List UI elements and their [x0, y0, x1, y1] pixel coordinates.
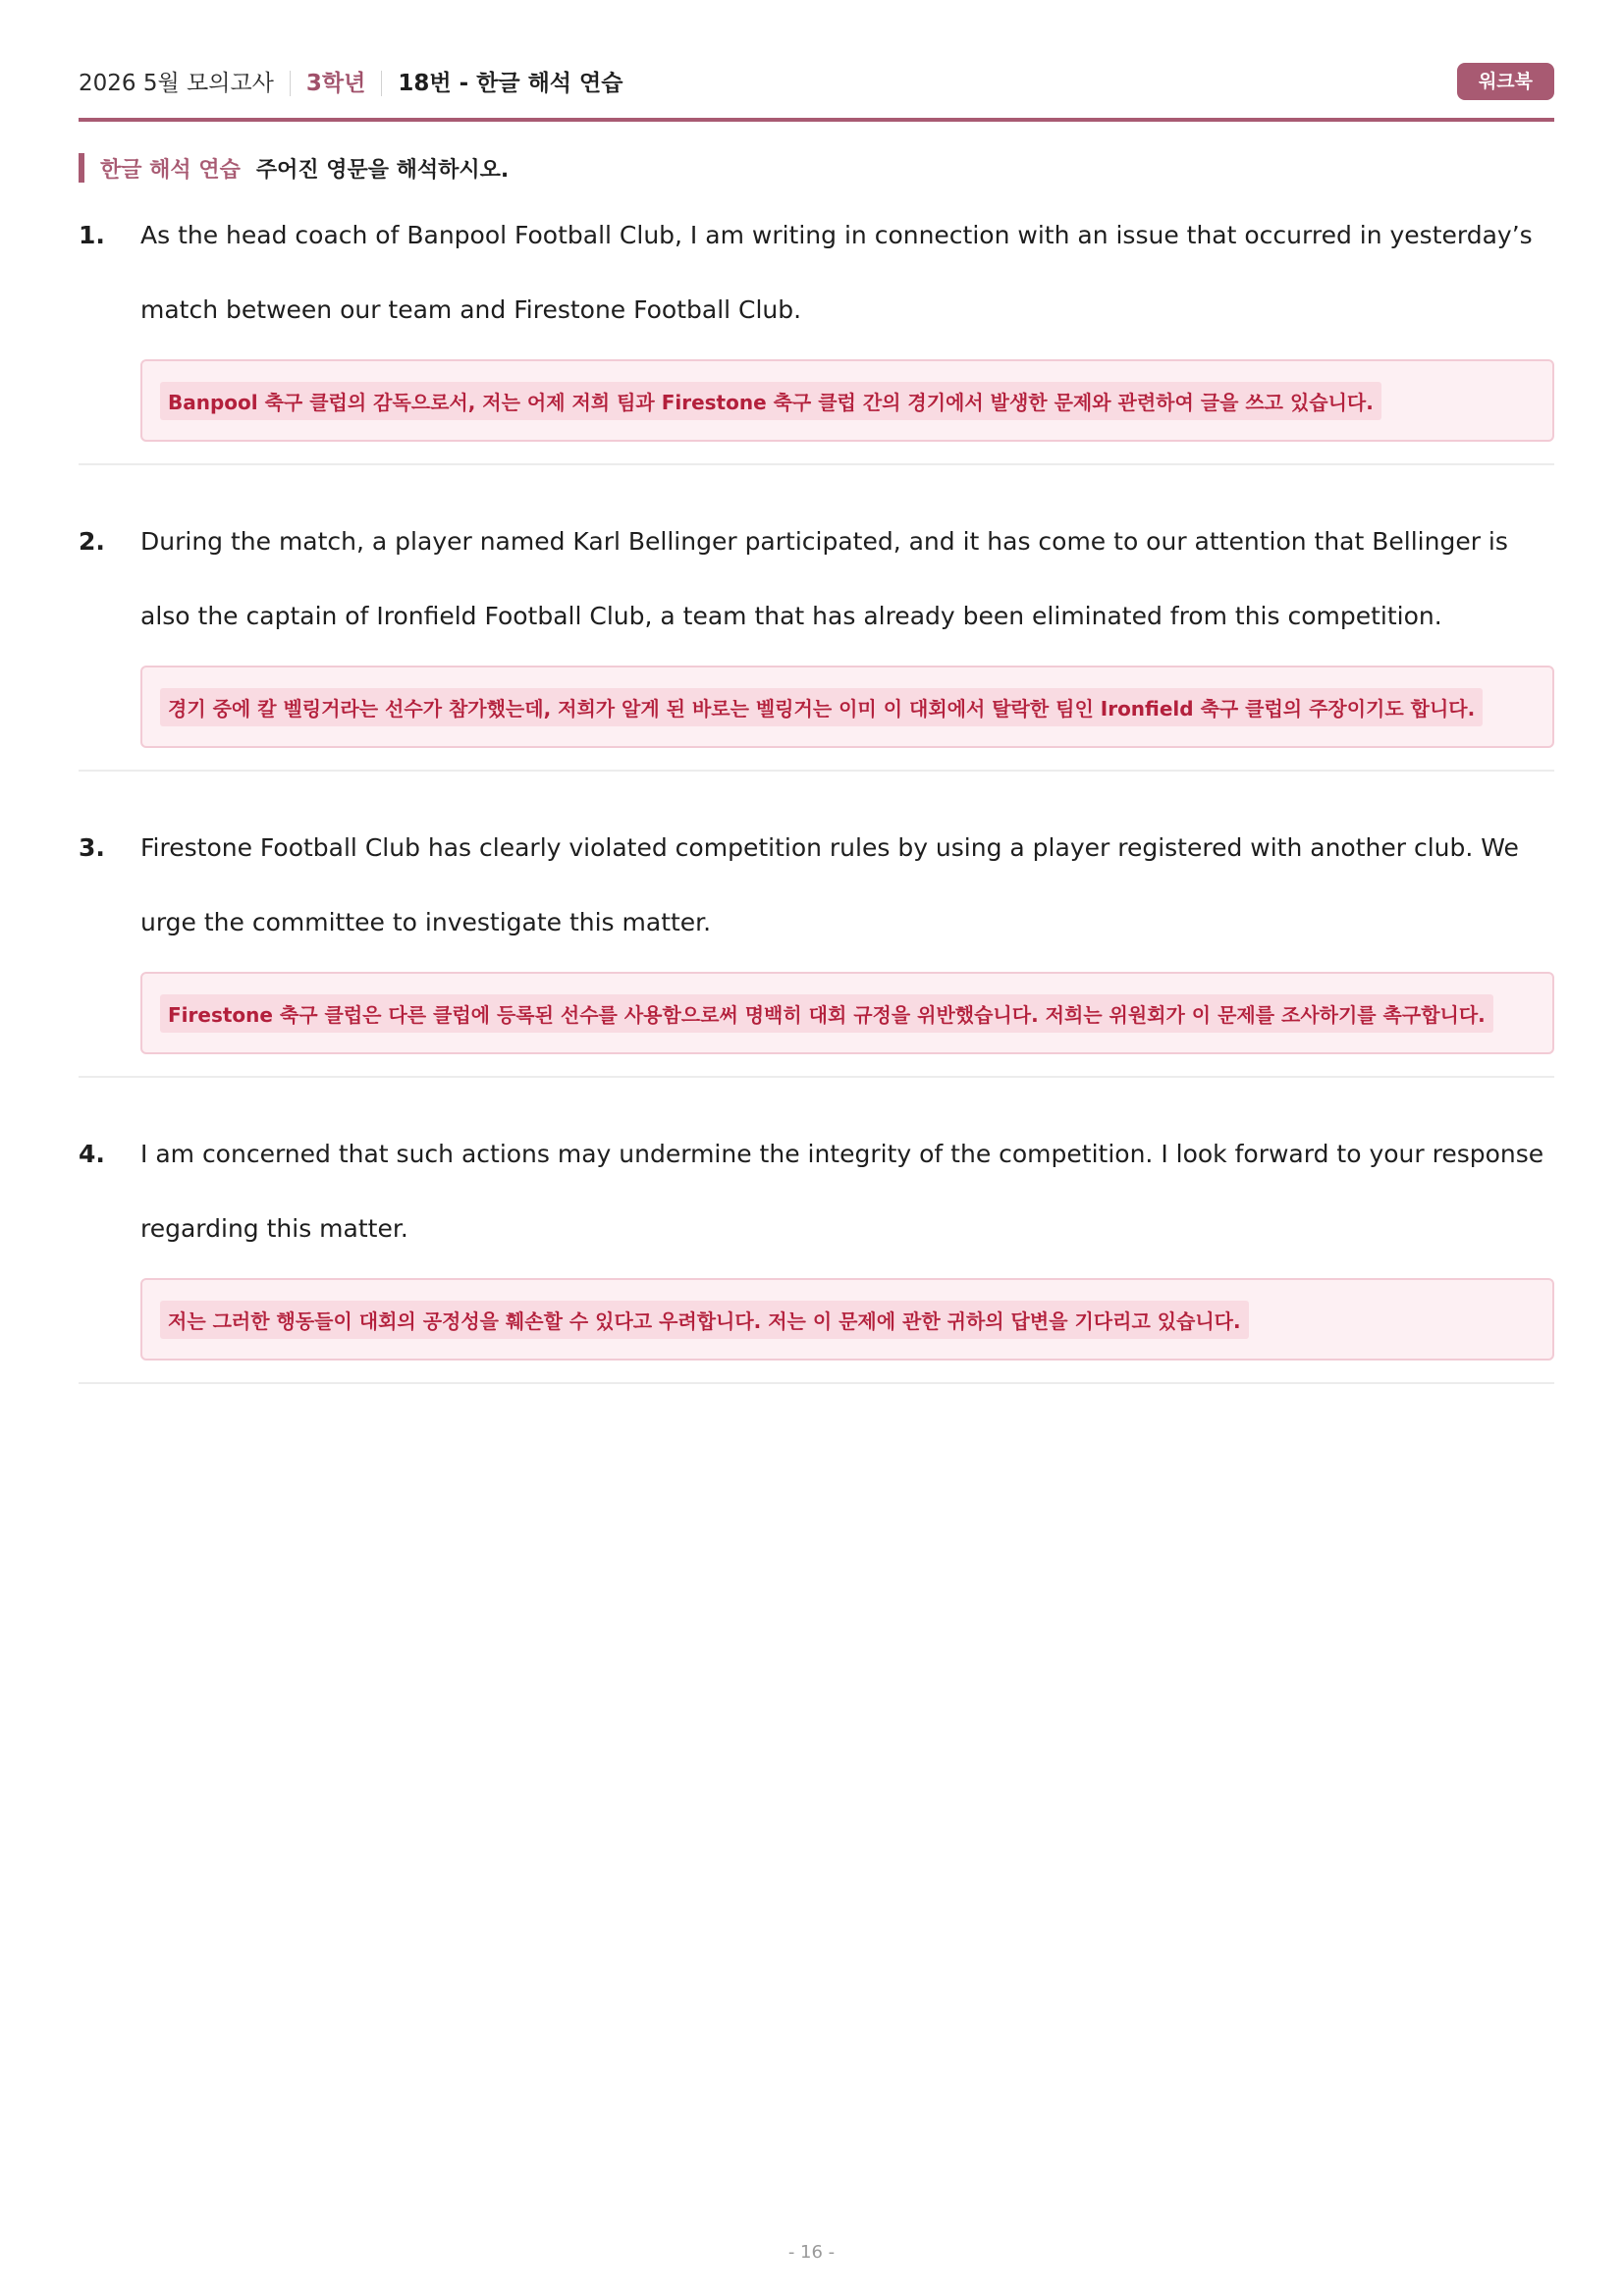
item-number: 1.: [79, 221, 105, 249]
workbook-badge: 워크북: [1457, 63, 1554, 100]
header-divider: [381, 71, 382, 96]
exercise-list: [79, 198, 1554, 1384]
section-heading: [79, 151, 1554, 185]
item-number: 4.: [79, 1140, 105, 1168]
grade-label: 3학년: [305, 71, 366, 96]
worksheet-page: [79, 59, 1554, 1384]
header-divider: [290, 71, 291, 96]
english-sentence: I am concerned that such actions may undermine the integrity of the competition. I look forward to your response regarding this matter.: [140, 1140, 1544, 1243]
exam-name: 2026 5월 모의고사: [79, 71, 274, 96]
korean-translation: Firestone 축구 클럽은 다른 클럽에 등록된 선수를 사용함으로써 명백히 대회 규정을 위반했습니다. 저희는 위원회가 이 문제를 조사하기를 촉구합니다.: [160, 994, 1493, 1033]
answer-box: [140, 972, 1554, 1054]
korean-translation: 저는 그러한 행동들이 대회의 공정성을 훼손할 수 있다고 우려합니다. 저는 이 문제에 관한 귀하의 답변을 기다리고 있습니다.: [160, 1301, 1249, 1339]
korean-translation: 경기 중에 칼 벨링거라는 선수가 참가했는데, 저희가 알게 된 바로는 벨링거는 이미 이 대회에서 탈락한 팀인 Ironfield 축구 클럽의 주장이기도 합니다.: [160, 688, 1483, 726]
item-number: 2.: [79, 527, 105, 556]
section-tag: 한글 해석 연습: [100, 157, 241, 183]
answer-box: [140, 666, 1554, 748]
section-instruction: 주어진 영문을 해석하시오.: [255, 157, 510, 183]
english-sentence: Firestone Football Club has clearly violated competition rules by using a player registered with another club. We urge the committee to investigate this matter.: [140, 833, 1519, 936]
korean-translation: Banpool 축구 클럽의 감독으로서, 저는 어제 저희 팀과 Firestone 축구 클럽 간의 경기에서 발생한 문제와 관련하여 글을 쓰고 있습니다.: [160, 382, 1381, 420]
english-sentence: During the match, a player named Karl Bellinger participated, and it has come to our attention that Bellinger is also the captain of Ironfield Football Club, a team that has already been eliminated from this competition.: [140, 527, 1508, 630]
exercise-item: [79, 811, 1554, 1078]
exercise-item: [79, 198, 1554, 465]
exercise-item: [79, 505, 1554, 772]
exercise-item: [79, 1117, 1554, 1384]
answer-box: [140, 1278, 1554, 1361]
section-accent-bar: [79, 153, 84, 183]
page-header: [79, 59, 1554, 122]
page-number: - 16 -: [787, 2242, 836, 2263]
item-number: 3.: [79, 833, 105, 862]
english-sentence: As the head coach of Banpool Football Club, I am writing in connection with an issue that occurred in yesterday’s match between our team and Firestone Football Club.: [140, 221, 1533, 324]
header-breadcrumb: [79, 69, 622, 98]
page-title: 18번 - 한글 해석 연습: [398, 71, 623, 96]
answer-box: [140, 359, 1554, 442]
